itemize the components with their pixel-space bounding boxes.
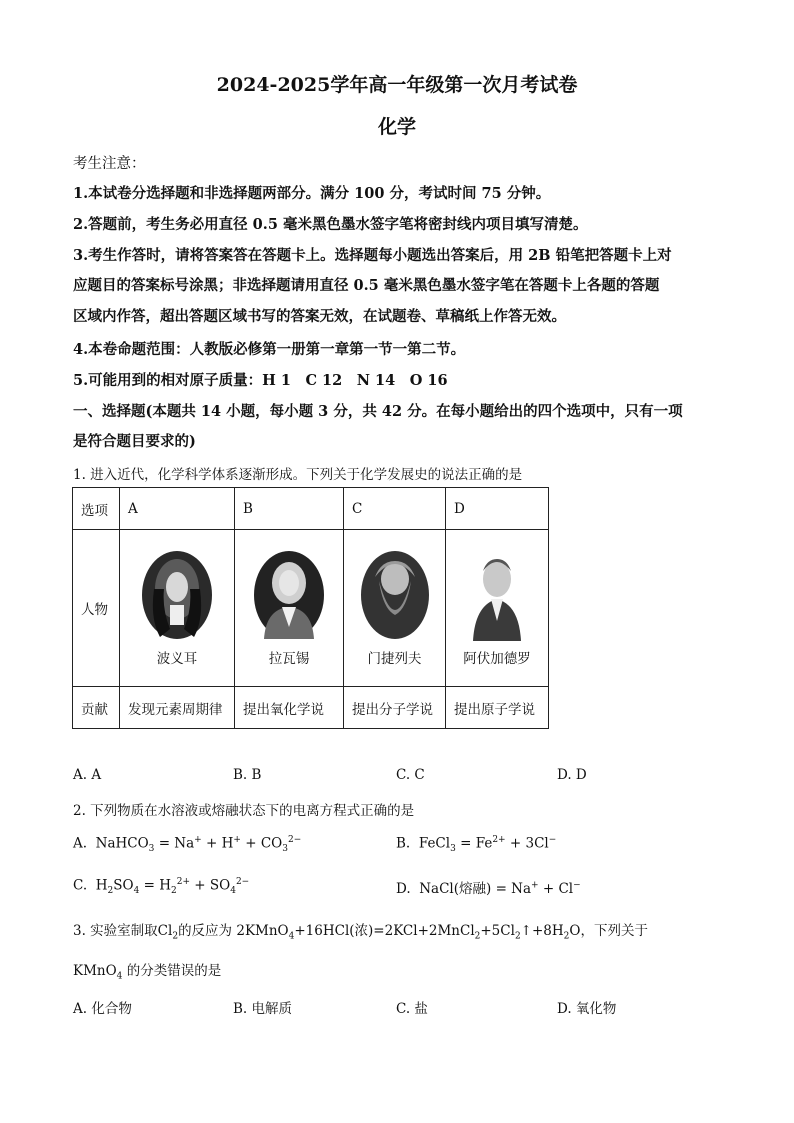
notice-item: 2.答题前，考生务必用直径 0.5 毫米黑色墨水签字笔将密封线内项目填写清楚。 <box>73 216 588 233</box>
formula: + 3Cl <box>505 835 549 852</box>
person-cell-c <box>344 530 446 687</box>
col-header-a: A <box>120 488 235 530</box>
question-3-stem-cont <box>73 959 221 982</box>
subscript: 2 <box>172 931 179 942</box>
contribution-c: 提出分子学说 <box>344 687 446 729</box>
stem-text: 的分类错误的是 <box>122 963 222 979</box>
subscript: 3 <box>282 844 288 855</box>
superscript: + <box>531 880 539 891</box>
q1-option-b: B. B <box>233 767 262 783</box>
subscript: 4 <box>133 886 140 897</box>
formula: NaHCO <box>95 835 149 852</box>
notice-item: 5.可能用到的相对原子质量：H 1 C 12 N 14 O 16 <box>73 372 448 389</box>
notice-item: 应题目的答案标号涂黑；非选择题请用直径 0.5 毫米黑色墨水签字笔在答题卡上各题的答题 <box>73 277 660 294</box>
subscript: 2 <box>170 886 177 897</box>
subscript: 2 <box>474 931 481 942</box>
person-cell-d <box>446 530 549 687</box>
superscript: 2+ <box>492 835 506 845</box>
question-2-stem: 2. 下列物质在水溶液或熔融状态下的电离方程式正确的是 <box>73 803 415 819</box>
exam-title: 2024-2025学年高一年级第一次月考试卷 <box>216 74 578 96</box>
q2-option-d <box>396 877 581 897</box>
subscript: 2 <box>514 931 521 942</box>
q2-option-c <box>73 877 249 896</box>
q3-option-d: D. 氧化物 <box>557 1001 617 1017</box>
question-1-table <box>72 487 549 729</box>
q1-option-d: D. D <box>557 767 587 783</box>
person-cell-a <box>120 530 235 687</box>
person-name-c: 门捷列夫 <box>367 651 422 667</box>
q1-option-c: C. C <box>396 767 425 783</box>
question-3-stem <box>73 919 648 942</box>
notice-heading: 考生注意： <box>73 156 146 172</box>
person-cell-b <box>235 530 344 687</box>
person-name-d: 阿伏加德罗 <box>463 651 531 667</box>
mendeleev-portrait <box>359 549 431 641</box>
option-label: B. <box>396 835 411 852</box>
section-heading-cont: 是符合题目要求的) <box>73 433 196 450</box>
subscript: 4 <box>288 931 295 942</box>
row-label: 人物 <box>73 530 120 687</box>
notice-item: 3.考生作答时，请将答案答在答题卡上。选择题每小题选出答案后，用 2B 铅笔把答题卡上对 <box>73 247 672 264</box>
formula: = H <box>139 877 171 894</box>
subscript: 2 <box>107 886 114 897</box>
q2-option-b <box>396 835 556 854</box>
formula: SO <box>113 877 134 894</box>
superscript: − <box>573 880 581 891</box>
superscript: + <box>194 835 202 845</box>
superscript: + <box>233 835 241 845</box>
subscript: 3 <box>148 844 155 855</box>
contribution-a: 发现元素周期律 <box>120 687 235 729</box>
contribution-d: 提出原子学说 <box>446 687 549 729</box>
question-1-stem: 1. 进入近代，化学科学体系逐渐形成。下列关于化学发展史的说法正确的是 <box>73 467 523 483</box>
stem-text: ↑+8H <box>520 923 564 939</box>
person-name-b: 拉瓦锡 <box>268 651 310 667</box>
subject-title: 化学 <box>377 116 416 138</box>
stem-text: +16HCl(浓)=2KCl+2MnCl <box>294 923 475 939</box>
section-heading: 一、选择题(本题共 14 小题，每小题 3 分，共 42 分。在每小题给出的四个选项中，只有一项 <box>73 403 683 420</box>
formula: = Na <box>154 835 195 852</box>
col-header-d: D <box>446 488 549 530</box>
formula: H <box>95 877 108 894</box>
col-header-c: C <box>344 488 446 530</box>
superscript: 2− <box>287 835 302 845</box>
person-name-a: 波义耳 <box>156 651 198 667</box>
formula: = Fe <box>455 835 493 852</box>
contribution-b: 提出氧化学说 <box>235 687 344 729</box>
avogadro-portrait <box>467 549 527 641</box>
notice-item: 区域内作答，超出答题区域书写的答案无效，在试题卷、草稿纸上作答无效。 <box>73 308 566 325</box>
q2-option-a <box>73 835 301 854</box>
formula: + Cl <box>538 881 574 897</box>
subscript: 4 <box>230 886 236 897</box>
option-label: D. <box>396 881 411 897</box>
formula: + CO <box>240 835 283 852</box>
q3-option-b: B. 电解质 <box>233 1001 293 1017</box>
superscript: − <box>548 835 557 845</box>
q3-option-c: C. 盐 <box>396 1001 428 1017</box>
formula: + SO <box>190 877 231 894</box>
q1-option-a: A. A <box>73 767 102 783</box>
superscript: 2− <box>235 877 250 887</box>
notice-item: 1.本试卷分选择题和非选择题两部分。满分 100 分，考试时间 75 分钟。 <box>73 185 551 202</box>
stem-text: 的反应为 2KMnO <box>178 923 289 939</box>
stem-text: KMnO <box>73 963 117 979</box>
boyle-portrait <box>140 549 214 641</box>
lavoisier-portrait <box>252 549 326 641</box>
col-header-b: B <box>235 488 344 530</box>
subscript: 3 <box>450 844 456 855</box>
subscript: 4 <box>116 971 123 982</box>
formula: NaCl(熔融) = Na <box>419 881 532 897</box>
stem-text: O，下列关于 <box>569 923 648 939</box>
subscript: 2 <box>563 931 570 942</box>
formula: + H <box>201 835 234 852</box>
formula: FeCl <box>418 835 451 852</box>
option-label: A. <box>73 835 88 852</box>
row-label: 贡献 <box>73 687 120 729</box>
stem-text: +5Cl <box>480 923 515 939</box>
q3-option-a: A. 化合物 <box>73 1001 132 1017</box>
option-label: C. <box>73 877 88 894</box>
notice-item: 4.本卷命题范围：人教版必修第一册第一章第一节一第二节。 <box>73 341 466 358</box>
row-label: 选项 <box>73 488 120 530</box>
stem-text: 3. 实验室制取Cl <box>73 923 173 939</box>
superscript: 2+ <box>176 877 190 887</box>
